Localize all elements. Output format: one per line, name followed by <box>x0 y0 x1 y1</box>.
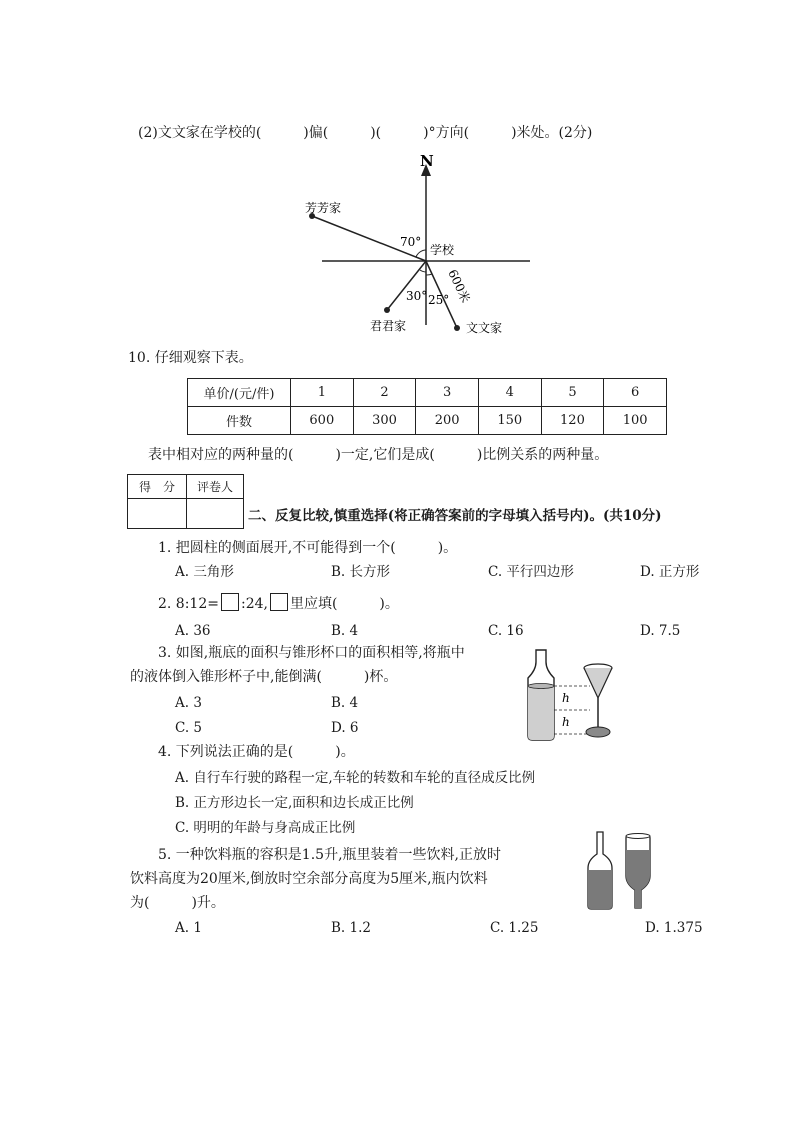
angle-arc-30 <box>420 270 426 272</box>
north-label: N <box>420 152 434 170</box>
grader-label: 评卷人 <box>187 475 244 499</box>
s2-stem-c: 里应填( )。 <box>289 596 399 612</box>
s5-option-c: C. 1.25 <box>490 920 539 936</box>
upright-bottle-liquid <box>588 870 612 909</box>
angle-arc-25 <box>426 274 432 275</box>
s3-option-c: C. 5 <box>175 720 203 736</box>
s2-option-c: C. 16 <box>488 623 524 639</box>
s2-stem-b: :24, <box>240 596 268 612</box>
bottle-liquid <box>528 686 554 740</box>
table-row-price <box>188 379 667 407</box>
table-cell: 3 <box>416 379 479 407</box>
cone-body <box>584 668 612 698</box>
s4-option-b: B. 正方形边长一定,面积和边长成正比例 <box>175 795 414 811</box>
table-cell: 120 <box>541 407 604 435</box>
table-cell: 150 <box>478 407 541 435</box>
s5-line2: 饮料高度为20厘米,倒放时空余部分高度为5厘米,瓶内饮料 <box>130 871 488 887</box>
wenwen-point <box>454 325 460 331</box>
table-cell: 6 <box>604 379 667 407</box>
inverted-bottle-liquid <box>626 850 650 908</box>
s2-stem-a: 2. 8:12= <box>158 596 219 612</box>
s1-option-c: C. 平行四边形 <box>488 564 574 580</box>
s1-option-d: D. 正方形 <box>640 564 700 580</box>
table-header-count: 件数 <box>188 407 291 435</box>
score-cell[interactable] <box>128 499 187 529</box>
h-label-lower: h <box>562 715 570 729</box>
bottle-cone-figure <box>520 646 630 746</box>
s2-stem <box>158 593 399 614</box>
direction-diagram <box>290 150 540 340</box>
q10-conclusion: 表中相对应的两种量的( )一定,它们是成( )比例关系的两种量。 <box>148 447 609 463</box>
s4-option-c: C. 明明的年龄与身高成正比例 <box>175 820 356 836</box>
table-cell: 200 <box>416 407 479 435</box>
table-cell: 4 <box>478 379 541 407</box>
table-cell: 1 <box>291 379 354 407</box>
blank-box <box>221 593 239 611</box>
s3-line2: 的液体倒入锥形杯子中,能倒满( )杯。 <box>130 669 398 685</box>
s5-option-b: B. 1.2 <box>331 920 371 936</box>
h-label-upper: h <box>562 691 570 705</box>
table-cell: 100 <box>604 407 667 435</box>
junjun-point <box>384 307 390 313</box>
s3-option-a: A. 3 <box>175 695 202 711</box>
s5-line1: 5. 一种饮料瓶的容积是1.5升,瓶里装着一些饮料,正放时 <box>158 847 501 863</box>
junjun-label: 君君家 <box>370 319 407 333</box>
s2-option-d: D. 7.5 <box>640 623 681 639</box>
school-label: 学校 <box>430 243 455 257</box>
grader-cell[interactable] <box>187 499 244 529</box>
angle-arc-70 <box>416 250 426 257</box>
table-header-price: 单价/(元/件) <box>188 379 291 407</box>
s5-option-a: A. 1 <box>175 920 202 936</box>
table-cell: 600 <box>291 407 354 435</box>
s2-option-b: B. 4 <box>331 623 359 639</box>
distance-label: 600米 <box>445 267 473 305</box>
angle-70-label: 70° <box>400 235 422 249</box>
table-cell: 300 <box>353 407 416 435</box>
drink-bottles-figure <box>584 828 664 912</box>
price-count-table <box>187 378 667 435</box>
s1-option-b: B. 长方形 <box>331 564 391 580</box>
s3-option-d: D. 6 <box>331 720 359 736</box>
score-label: 得 分 <box>128 475 187 499</box>
score-box <box>127 474 244 529</box>
fangfang-label: 芳芳家 <box>305 201 342 215</box>
wenwen-label: 文文家 <box>466 321 503 335</box>
s3-line1: 3. 如图,瓶底的面积与锥形杯口的面积相等,将瓶中 <box>158 645 465 661</box>
table-cell: 5 <box>541 379 604 407</box>
s5-line3: 为( )升。 <box>130 895 225 911</box>
s5-option-d: D. 1.375 <box>645 920 703 936</box>
blank-box <box>270 593 288 611</box>
s1-stem: 1. 把圆柱的侧面展开,不可能得到一个( )。 <box>158 540 458 556</box>
s4-stem: 4. 下列说法正确的是( )。 <box>158 744 355 760</box>
q10-title: 10. 仔细观察下表。 <box>128 350 253 366</box>
s4-option-a: A. 自行车行驶的路程一定,车轮的转数和车轮的直径成反比例 <box>175 770 536 786</box>
q9-part2-text: (2)文文家在学校的( )偏( )( )°方向( )米处。(2分) <box>138 125 593 141</box>
angle-30-label: 30° <box>406 289 428 303</box>
s1-option-a: A. 三角形 <box>175 564 234 580</box>
cone-base <box>586 727 610 737</box>
angle-25-label: 25° <box>428 293 450 307</box>
table-row-count <box>188 407 667 435</box>
s3-option-b: B. 4 <box>331 695 359 711</box>
table-cell: 2 <box>353 379 416 407</box>
section-2-title: 二、反复比较,慎重选择(将正确答案前的字母填入括号内)。(共10分) <box>248 508 662 524</box>
s2-option-a: A. 36 <box>175 623 211 639</box>
